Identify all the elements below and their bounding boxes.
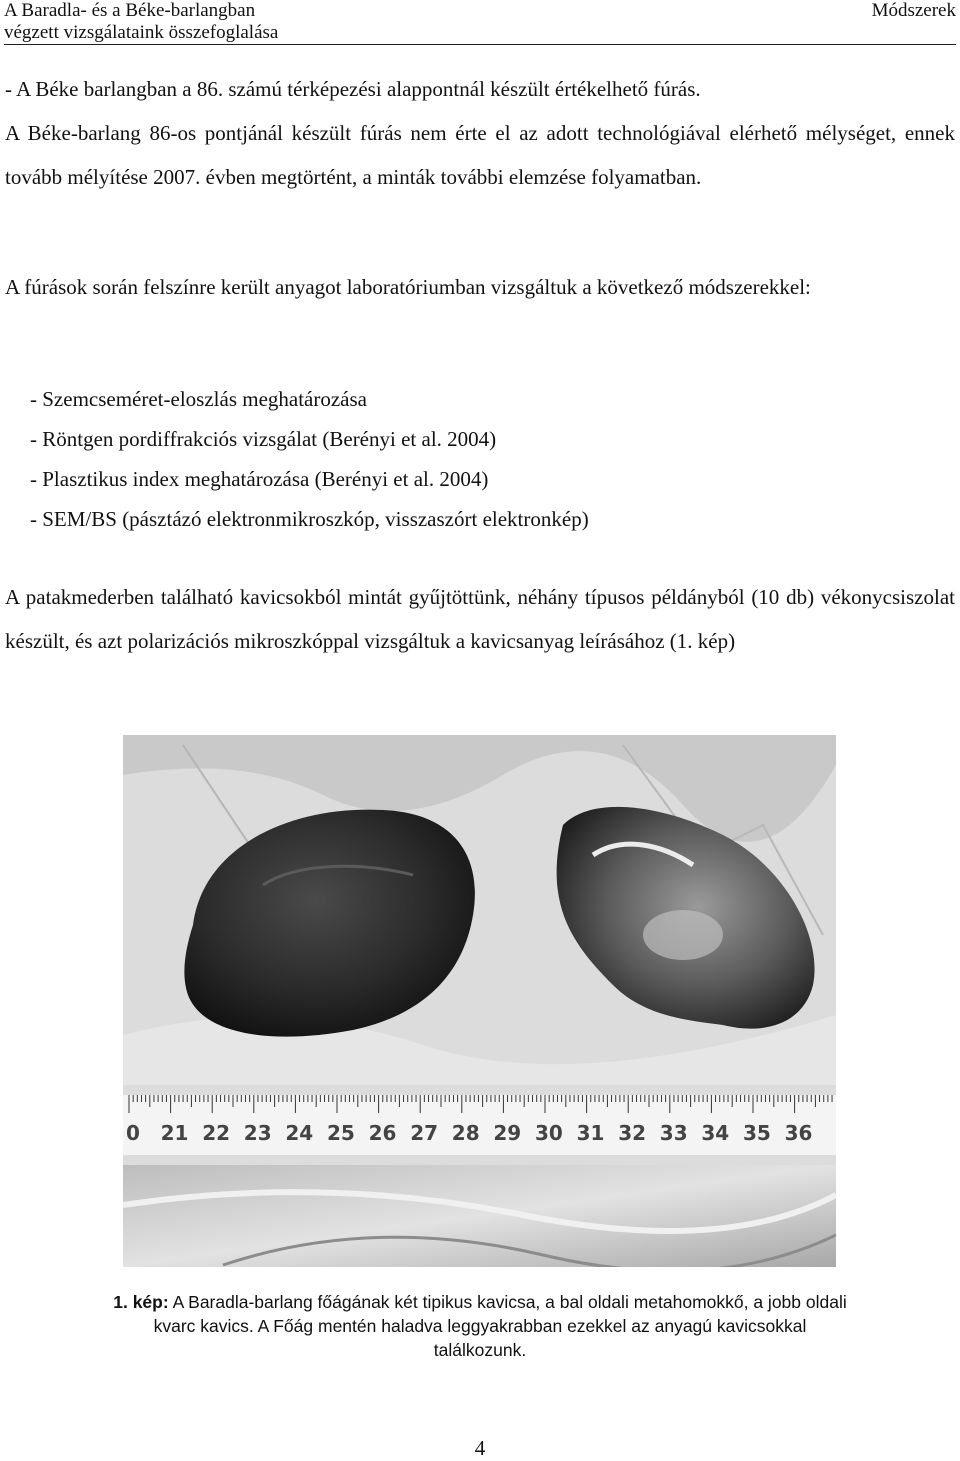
- ruler-label: 33: [659, 1121, 688, 1145]
- ruler-label: 36: [784, 1121, 813, 1145]
- ruler-label: 34: [701, 1121, 730, 1145]
- header-title-line1: A Baradla- és a Béke-barlangban: [4, 0, 256, 21]
- ruler-label: 21: [160, 1121, 189, 1145]
- ruler-labels: [126, 1121, 812, 1145]
- header-rule: [4, 44, 956, 45]
- plastic-bag: [123, 1165, 836, 1267]
- list-item: - Röntgen pordiffrakciós vizsgálat (Berényi et al. 2004): [30, 427, 497, 451]
- ruler-label: 22: [202, 1121, 231, 1145]
- ruler-label: 31: [576, 1121, 605, 1145]
- ruler-label: 28: [451, 1121, 480, 1145]
- ruler-label: 35: [743, 1121, 771, 1145]
- paragraph-drilling-line1: - A Béke barlangban a 86. számú térképezési alappontnál készült értékelhető fúrás.: [5, 77, 701, 101]
- header-title-line2: végzett vizsgálataink összefoglalása: [4, 22, 279, 43]
- ruler-label: 29: [493, 1121, 522, 1145]
- page-number: 4: [474, 1436, 486, 1460]
- pebbles-photo: [123, 735, 836, 1267]
- list-item: - Plasztikus index meghatározása (Berényi et al. 2004): [30, 467, 489, 491]
- figure-caption: [110, 1290, 850, 1362]
- caption-label: 1. kép:: [113, 1292, 169, 1312]
- pebbles-photo-graphic: [123, 735, 836, 1267]
- ruler-label: 23: [243, 1121, 272, 1145]
- ruler-label: 27: [410, 1121, 439, 1145]
- ruler-label: 32: [618, 1121, 647, 1145]
- ruler-label: 25: [327, 1121, 355, 1145]
- caption-text: A Baradla-barlang főágának két tipikus kavicsa, a bal oldali metahomokkő, a jobb oldali kvarc kavics. A Főág mentén haladva leggyakrabban ezekkel az anyagú kavicsokkal találkozunk.: [153, 1292, 847, 1360]
- ruler-label: 24: [285, 1121, 314, 1145]
- ruler-label: 26: [368, 1121, 397, 1145]
- header-title: [4, 0, 278, 44]
- paragraph-methods-intro: A fúrások során felszínre került anyagot laboratóriumban vizsgáltuk a következő módszerekkel:: [5, 275, 811, 299]
- methods-list: [30, 379, 589, 539]
- list-item: - SEM/BS (pásztázó elektronmikroszkóp, visszaszórt elektronkép): [30, 507, 589, 531]
- paragraph-drilling: [5, 67, 955, 199]
- page-header: [4, 0, 956, 46]
- pebble-right-quartz: [643, 910, 723, 960]
- ruler-label: 30: [535, 1121, 563, 1145]
- paragraph-drilling-body: A Béke-barlang 86-os pontjánál készült fúrás nem érte el az adott technológiával elérhető mélységet, ennek tovább mélyítése 2007. évben megtörtént, a minták további elemzése folyamatban.: [5, 121, 955, 189]
- ruler-label: 0: [126, 1121, 140, 1145]
- paragraph-pebbles: A patakmederben található kavicsokból mintát gyűjtöttünk, néhány típusos példányból (10 db) vékonycsiszolat készült, és azt polarizációs mikroszkóppal vizsgáltuk a kavicsanyag leírásához (1. kép): [5, 585, 955, 653]
- list-item: - Szemcseméret-eloszlás meghatározása: [30, 387, 367, 411]
- header-section: Módszerek: [871, 0, 956, 21]
